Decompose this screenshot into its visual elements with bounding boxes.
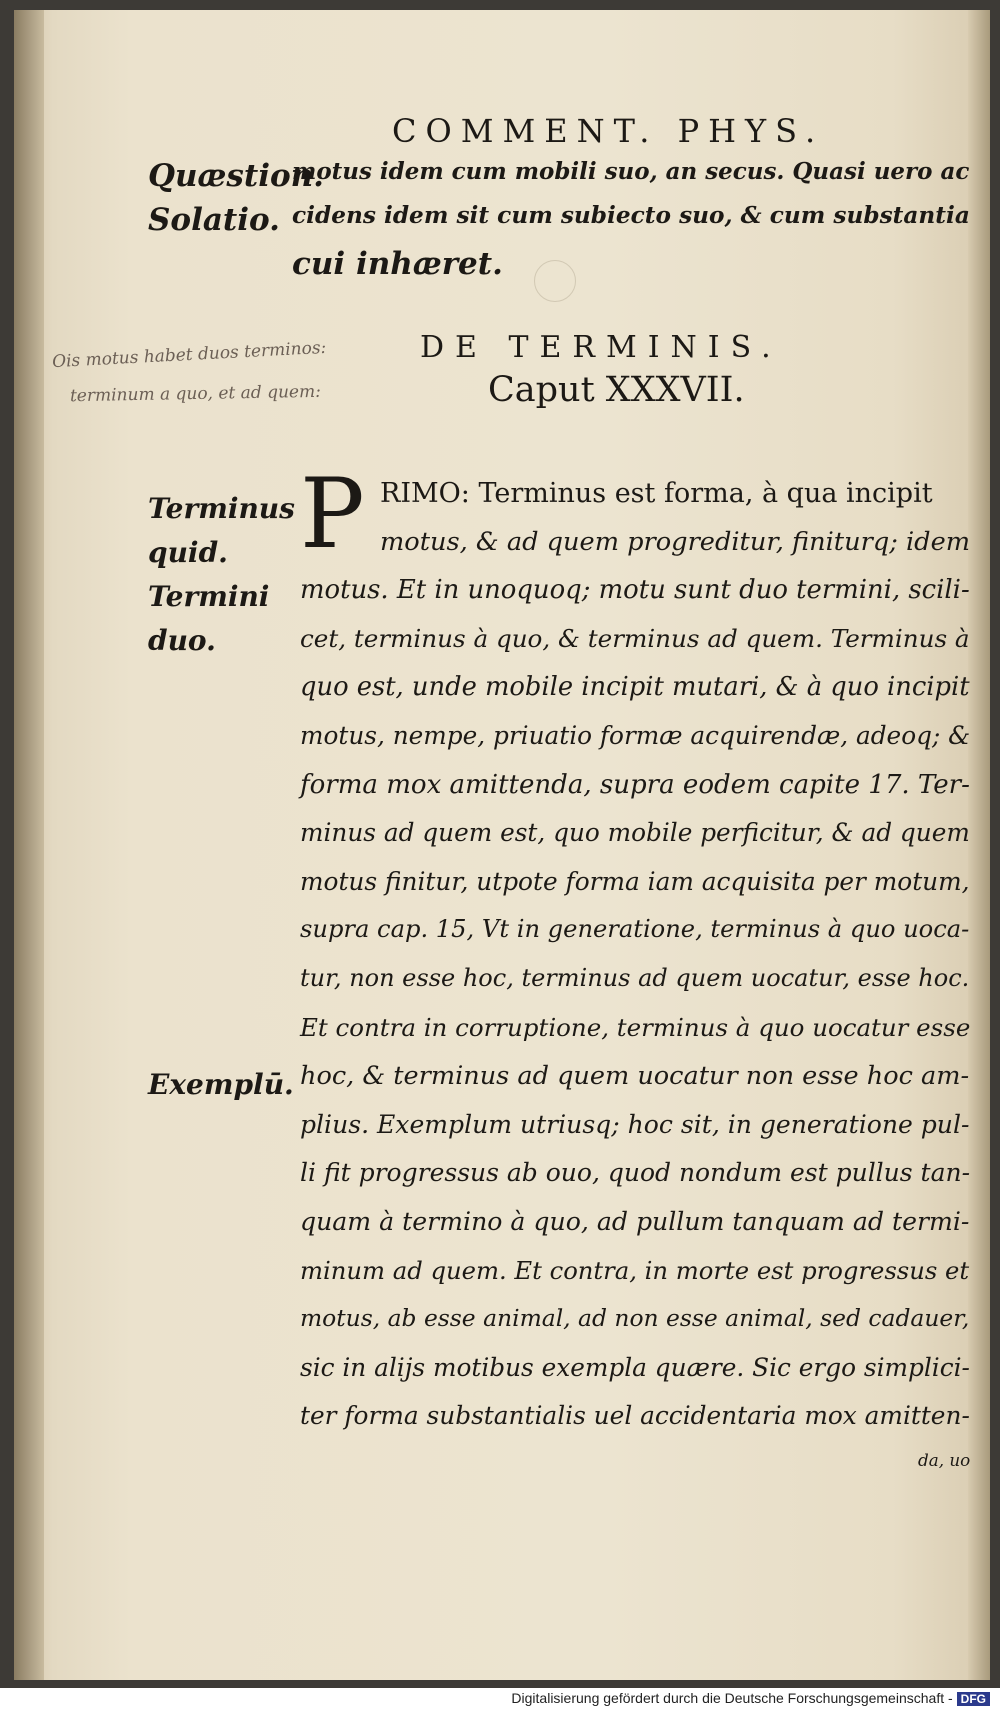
text-line: cui inhæret. xyxy=(292,246,503,282)
body-line: plius. Exemplum utriusq; hoc sit, in generatione pul- xyxy=(300,1109,970,1139)
page-gutter xyxy=(14,10,44,1680)
body-line: supra cap. 15, Vt in generatione, terminus à quo uoca- xyxy=(300,915,970,944)
chapter-title: Caput XXXVII. xyxy=(488,370,745,410)
body-line: tur, non esse hoc, terminus ad quem uocatur, esse hoc. xyxy=(300,964,970,992)
body-line: motus, nempe, priuatio formæ acquirendæ, adeoq; & xyxy=(300,721,971,750)
side-note: duo. xyxy=(148,624,216,657)
margin-note-solution: Solatio. xyxy=(148,202,280,238)
body-line: RIMO: Terminus est forma, à qua incipit xyxy=(380,478,933,509)
body-line: ter forma substantialis uel accidentaria mox amitten- xyxy=(300,1401,970,1431)
body-line: minus ad quem est, quo mobile perficitur, & ad quem xyxy=(300,818,970,848)
body-line: da, uo xyxy=(918,1450,971,1470)
footer-credit xyxy=(0,1690,990,1706)
body-line: minum ad quem. Et contra, in morte est progressus et xyxy=(300,1255,970,1285)
body-line: li fit progressus ab ouo, quod nondum est pullus tan- xyxy=(300,1158,971,1188)
footer-text: Digitalisierung gefördert durch die Deutsche Forschungsgemeinschaft - xyxy=(511,1690,953,1706)
page-edge xyxy=(968,10,990,1680)
handwritten-annotation: Ois motus habet duos terminos: xyxy=(51,337,327,373)
drop-cap: P xyxy=(300,458,365,570)
body-line: forma mox amittenda, supra eodem capite 17. Ter- xyxy=(300,769,970,800)
handwritten-annotation: terminum a quo, et ad quem: xyxy=(69,381,322,407)
side-note: Terminus xyxy=(148,492,295,525)
body-line: quo est, unde mobile incipit mutari, & à quo incipit xyxy=(300,672,970,703)
body-line: sic in alijs motibus exempla quære. Sic ergo simplici- xyxy=(300,1352,970,1382)
side-note: Exemplū. xyxy=(148,1068,294,1101)
body-line: cet, terminus à quo, & terminus ad quem. Terminus à xyxy=(300,623,970,653)
body-line: motus, ab esse animal, ad non esse animal, sed cadauer, xyxy=(300,1304,970,1333)
body-line: quam à termino à quo, ad pullum tanquam ad termi- xyxy=(300,1207,970,1236)
side-note: quid. xyxy=(148,536,228,569)
text-line: cidens idem sit cum subiecto suo, & cum substantia xyxy=(292,202,970,229)
body-line: Et contra in corruptione, terminus à quo uocatur esse xyxy=(300,1012,971,1042)
body-line: motus, & ad quem progreditur, finiturq; idem xyxy=(380,526,971,557)
dfg-logo: DFG xyxy=(957,1692,990,1706)
text-line: motus idem cum mobili suo, an secus. Quasi uero ac xyxy=(292,158,970,185)
body-line: motus. Et in unoquoq; motu sunt duo termini, scili- xyxy=(300,575,970,606)
running-head: COMMENT. PHYS. xyxy=(392,112,825,150)
side-note: Termini xyxy=(148,580,270,613)
body-line: hoc, & terminus ad quem uocatur non esse hoc am- xyxy=(300,1061,970,1092)
margin-note-question: Quæstion. xyxy=(148,158,324,194)
section-heading: DE TERMINIS. xyxy=(420,330,782,365)
body-line: motus finitur, utpote forma iam acquisita per motum, xyxy=(300,866,970,896)
ink-stain xyxy=(534,260,576,302)
